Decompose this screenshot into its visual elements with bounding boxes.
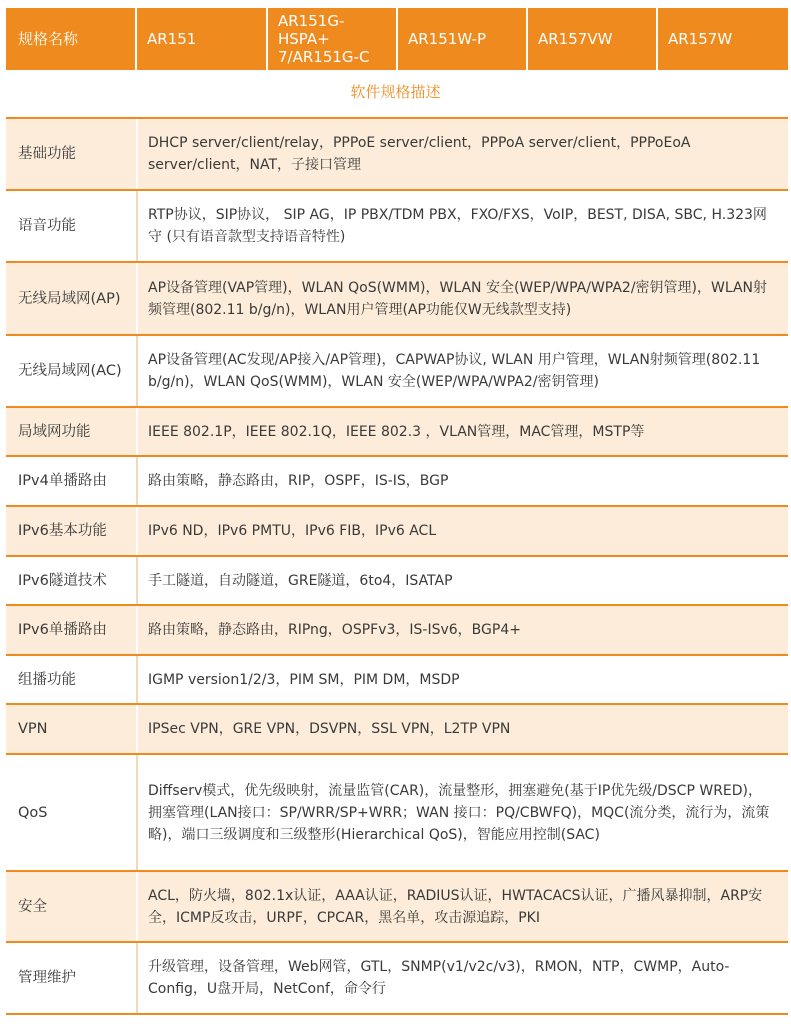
row-value: IPv6 ND，IPv6 PMTU，IPv6 FIB，IPv6 ACL [148, 523, 437, 539]
row-label: IPv4单播路由 [6, 457, 138, 505]
row-value: DHCP server/client/relay，PPPoE server/client，PPPoA server/client，PPPoEoA server/client，NAT，子接口管理 [148, 135, 691, 173]
table-row [6, 606, 788, 656]
table-row [6, 191, 788, 263]
row-label: VPN [6, 705, 138, 753]
header-ar151w-p: AR151W-P [398, 8, 528, 70]
header-ar151g [268, 8, 398, 70]
table-row [6, 705, 788, 755]
table-row [6, 872, 788, 943]
header-ar157vw: AR157VW [528, 8, 658, 70]
row-value: IGMP version1/2/3，PIM SM，PIM DM，MSDP [148, 671, 460, 688]
row-label: 基础功能 [6, 119, 138, 189]
row-label: IPv6隧道技术 [6, 557, 138, 604]
row-value: 手工隧道，自动隧道，GRE隧道，6to4，ISATAP [148, 572, 453, 589]
table-row [6, 457, 788, 507]
row-value: 路由策略，静态路由，RIP，OSPF，IS-IS，BGP [148, 473, 449, 489]
table-row [6, 263, 788, 336]
header-spec-name: 规格名称 [6, 8, 137, 70]
row-value: ACL，防火墙，802.1x认证，AAA认证，RADIUS认证，HWTACACS认证，广播风暴抑制，ARP安全，ICMP反攻击，URPF，CPCAR，黑名单，攻击源追踪，PKI [148, 887, 763, 926]
table-row [6, 408, 788, 457]
table-row [6, 943, 788, 1015]
row-value: 升级管理，设备管理，Web网管，GTL，SNMP(v1/v2c/v3)，RMON，NTP，CWMP，Auto-Config，U盘开局，NetConf，命令行 [148, 959, 730, 997]
row-label: 局域网功能 [6, 408, 138, 455]
header-ar151g-line2: 7/AR151G-C [278, 48, 370, 66]
row-value: AP设备管理(AC发现/AP接入/AP管理)，CAPWAP协议, WLAN 用户管理，WLAN射频管理(802.11 b/g/n)，WLAN QoS(WMM)，WLAN 安全(WEP/WPA/WPA2/密钥管理) [148, 352, 761, 390]
table-row [6, 656, 788, 705]
header-ar157w: AR157W [668, 30, 733, 48]
header-ar151g-line1: AR151G-HSPA+ [278, 12, 345, 48]
row-value: RTP协议，SIP协议， SIP AG，IP PBX/TDM PBX，FXO/FXS，VoIP，BEST, DISA, SBC, H.323网守 (只有语音款型支持语音特性) [148, 207, 767, 245]
row-label: IPv6单播路由 [6, 606, 138, 654]
row-label: IPv6基本功能 [6, 507, 138, 555]
row-label: 语音功能 [6, 191, 138, 261]
table-row [6, 557, 788, 606]
header-ar151: AR151 [137, 8, 268, 70]
table-row [6, 755, 788, 872]
row-label: 管理维护 [6, 943, 138, 1013]
row-value: Diffserv模式，优先级映射，流量监管(CAR)，流量整形，拥塞避免(基于IP优先级/DSCP WRED)，拥塞管理(LAN接口：SP/WRR/SP+WRR；WAN 接口：PQ/CBWFQ)，MQC(流分类，流行为，流策略)，端口三级调度和三级整形(Hierarchical QoS)，智能应用控制(SAC) [148, 782, 770, 843]
row-label: 无线局域网(AP) [6, 263, 138, 334]
section-title: 软件规格描述 [350, 83, 441, 101]
row-value: 路由策略，静态路由，RIPng，OSPFv3，IS-ISv6，BGP4+ [148, 622, 521, 638]
row-label: 无线局域网(AC) [6, 336, 138, 406]
software-spec-table [6, 117, 788, 1015]
row-value: IPSec VPN，GRE VPN，DSVPN，SSL VPN，L2TP VPN [148, 721, 511, 737]
row-label: QoS [6, 755, 138, 870]
table-row [6, 507, 788, 557]
row-label: 安全 [6, 872, 138, 941]
spec-header-row [6, 8, 788, 70]
table-row [6, 119, 788, 191]
row-value: AP设备管理(VAP管理)，WLAN QoS(WMM)，WLAN 安全(WEP/WPA/WPA2/密钥管理)，WLAN射频管理(802.11 b/g/n)，WLAN用户管理(AP功能仅W无线款型支持) [148, 279, 768, 318]
table-row [6, 336, 788, 408]
row-label: 组播功能 [6, 656, 138, 703]
row-value: IEEE 802.1P，IEEE 802.1Q，IEEE 802.3 ，VLAN管理，MAC管理，MSTP等 [148, 423, 645, 440]
